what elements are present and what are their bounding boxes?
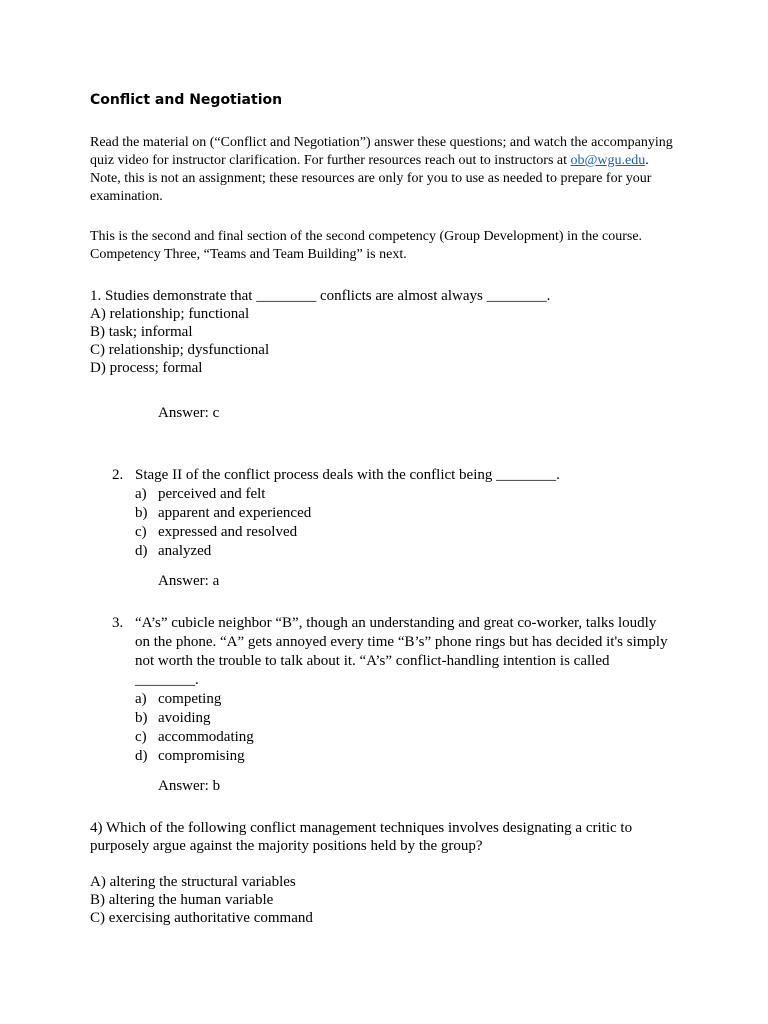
question-1-answer: Answer: c	[158, 405, 220, 421]
question-3-option-c: c) accommodating	[135, 729, 254, 745]
question-2	[112, 466, 672, 561]
question-1	[90, 287, 680, 377]
question-3-number: 3.	[112, 615, 124, 631]
question-3-option-a: a) competing	[135, 691, 222, 707]
question-1-option-b: B) task; informal	[90, 324, 193, 340]
question-3-answer: Answer: b	[158, 778, 221, 794]
question-2-option-c: c) expressed and resolved	[135, 524, 298, 540]
question-3-stem: “A’s” cubicle neighbor “B”, though an understanding and great co-worker, talks loudly on the phone. “A” gets annoyed every time “B’s” phone rings but has decided it's simply not worth the trouble to talk about it. “A’s” conflict-handling intention is called ________.	[135, 615, 668, 688]
question-4-option-b: B) altering the human variable	[90, 892, 274, 908]
instructor-email-link[interactable]: ob@wgu.edu	[570, 153, 646, 168]
intro-text-end: . Note, this is not an assignment; these resources are only for you to use as needed to prepare for your examination.	[90, 153, 652, 204]
section-note: This is the second and final section of the second competency (Group Development) in the course. Competency Three, “Teams and Team Building” is next.	[90, 229, 643, 262]
question-4-option-c: C) exercising authoritative command	[90, 910, 313, 926]
question-1-option-c: C) relationship; dysfunctional	[90, 342, 270, 358]
question-4-options	[90, 873, 680, 927]
question-3-option-d: d) compromising	[135, 748, 245, 764]
question-1-stem: 1. Studies demonstrate that ________ conflicts are almost always ________.	[90, 288, 551, 304]
intro-paragraph	[90, 134, 680, 206]
question-1-option-a: A) relationship; functional	[90, 306, 250, 322]
question-3-option-b: b) avoiding	[135, 710, 211, 726]
document-title: Conflict and Negotiation	[90, 92, 283, 108]
question-4-stem: 4) Which of the following conflict management techniques involves designating a critic to purposely argue against the majority positions held by the group?	[90, 820, 633, 854]
question-2-number: 2.	[112, 467, 124, 483]
question-2-answer: Answer: a	[158, 573, 220, 589]
question-4-option-a: A) altering the structural variables	[90, 874, 296, 890]
intro-text: Read the material on (“Conflict and Negotiation”) answer these questions; and watch the accompanying quiz video for instructor clarification. For further resources reach out to instructors at	[90, 135, 673, 168]
question-2-option-d: d) analyzed	[135, 543, 212, 559]
question-2-option-a: a) perceived and felt	[135, 486, 266, 502]
question-2-option-b: b) apparent and experienced	[135, 505, 312, 521]
question-2-stem: Stage II of the conflict process deals with the conflict being ________.	[135, 467, 560, 483]
question-1-option-d: D) process; formal	[90, 360, 203, 376]
question-3	[112, 614, 672, 766]
